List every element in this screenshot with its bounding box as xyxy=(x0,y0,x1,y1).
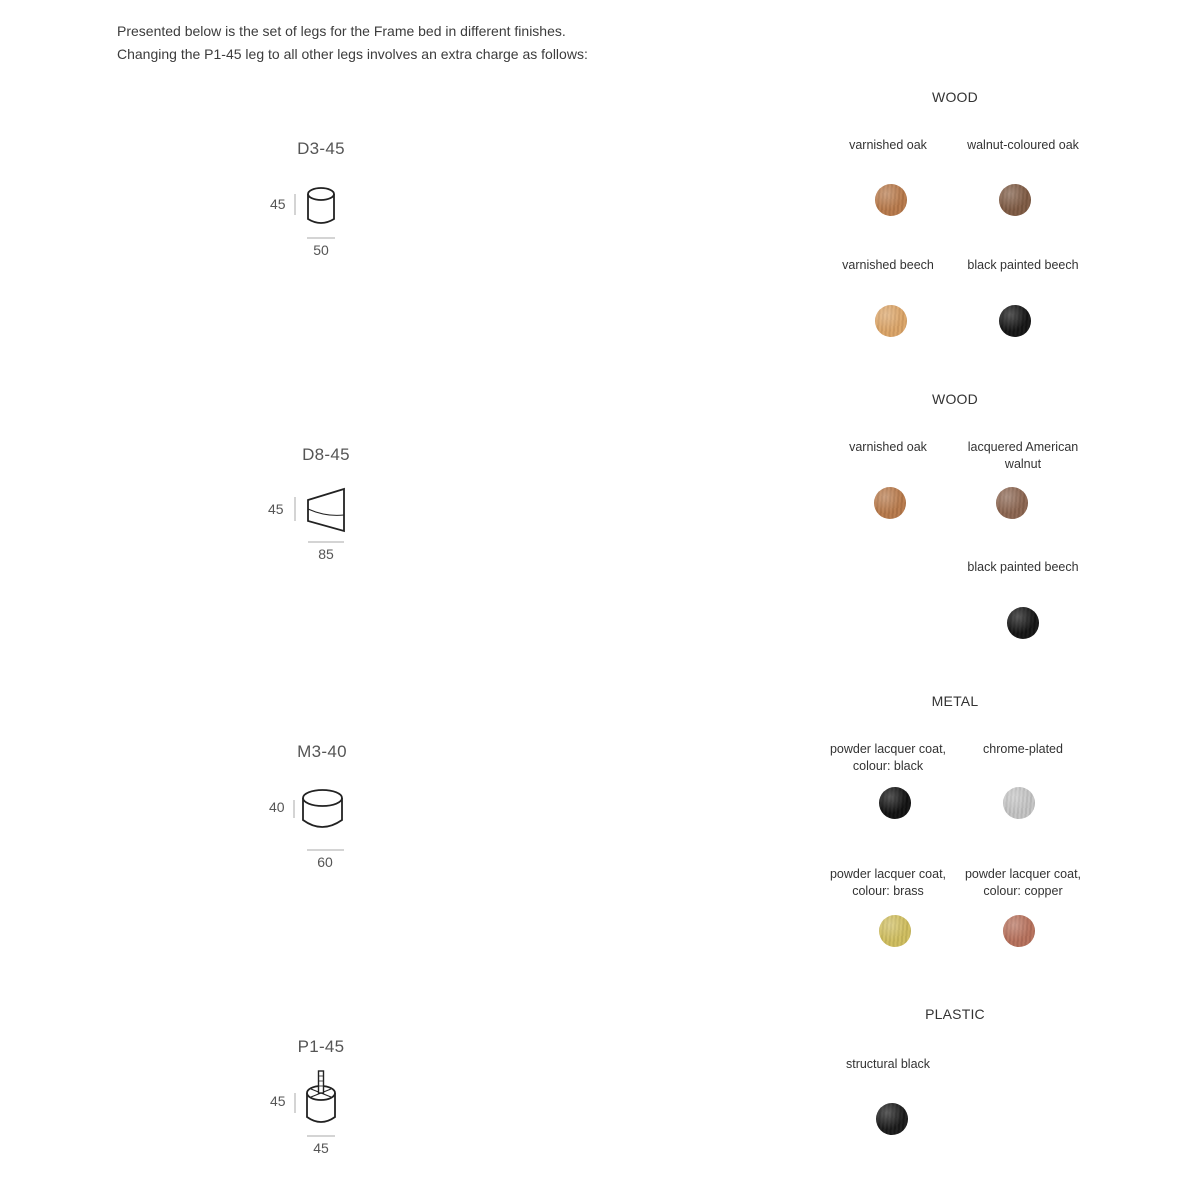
leg-width-value: 45 xyxy=(313,1140,329,1156)
finish-label: varnished oak xyxy=(849,440,927,454)
leg-height-value: 40 xyxy=(269,799,285,815)
finish-label: black painted beech xyxy=(967,258,1079,272)
leg-code: P1-45 xyxy=(297,1037,345,1056)
intro-text xyxy=(117,20,588,66)
leg-width-value: 50 xyxy=(313,242,329,258)
finish-color-dot xyxy=(1003,915,1035,947)
finish-label: powder lacquer coat, colour: black xyxy=(829,742,947,773)
leg-code: D8-45 xyxy=(302,445,350,464)
finish-color-dot xyxy=(996,487,1028,519)
leg-height-value: 45 xyxy=(268,501,284,517)
finish-color-dot xyxy=(875,184,907,216)
finish-label: black painted beech xyxy=(967,560,1079,574)
finish-swatch xyxy=(953,439,1093,473)
finish-swatch xyxy=(818,741,958,775)
category-heading: WOOD xyxy=(932,391,978,407)
finish-swatch xyxy=(818,439,958,473)
finish-color-dot xyxy=(1003,787,1035,819)
finish-color-dot xyxy=(999,305,1031,337)
finish-label: powder lacquer coat, colour: copper xyxy=(964,867,1082,898)
finish-label: lacquered American walnut xyxy=(967,440,1079,471)
finish-label: varnished oak xyxy=(849,138,927,152)
finish-color-dot xyxy=(875,305,907,337)
intro-line-2: Changing the P1-45 leg to all other legs involves an extra charge as follows: xyxy=(117,46,588,62)
leg-height-value: 45 xyxy=(270,196,286,212)
finish-color-dot xyxy=(879,787,911,819)
cylinder-icon xyxy=(221,139,421,279)
finish-label: structural black xyxy=(845,1057,931,1071)
finish-color-dot xyxy=(999,184,1031,216)
finish-swatch xyxy=(953,866,1093,900)
finish-label: chrome-plated xyxy=(983,742,1063,756)
leg-d3-45 xyxy=(221,139,421,279)
finish-swatch xyxy=(953,137,1093,171)
category-heading: METAL xyxy=(931,693,979,709)
category-heading: PLASTIC xyxy=(925,1006,985,1022)
finish-label: varnished beech xyxy=(842,258,934,272)
category-heading: WOOD xyxy=(932,89,978,105)
finish-swatch xyxy=(953,559,1093,593)
leg-code: M3-40 xyxy=(297,742,347,761)
finish-swatch xyxy=(818,137,958,171)
finish-color-dot xyxy=(879,915,911,947)
finish-swatch xyxy=(953,741,1093,775)
leg-width-value: 60 xyxy=(317,854,333,870)
leg-width-value: 85 xyxy=(318,546,334,562)
finish-label: walnut-coloured oak xyxy=(967,138,1079,152)
tapered-leg-icon xyxy=(226,445,426,585)
finish-color-dot xyxy=(874,487,906,519)
intro-line-1: Presented below is the set of legs for the Frame bed in different finishes. xyxy=(117,23,566,39)
finish-swatch xyxy=(818,257,958,291)
finish-color-dot xyxy=(876,1103,908,1135)
threaded-cylinder-icon xyxy=(221,1037,421,1177)
finish-swatch xyxy=(818,1056,958,1090)
leg-height-value: 45 xyxy=(270,1093,286,1109)
finish-swatch xyxy=(818,866,958,900)
finish-label: powder lacquer coat, colour: brass xyxy=(829,867,947,898)
leg-p1-45 xyxy=(221,1037,421,1177)
finish-swatch xyxy=(953,257,1093,291)
leg-code: D3-45 xyxy=(297,139,345,158)
leg-m3-40 xyxy=(222,742,422,882)
leg-d8-45 xyxy=(226,445,426,585)
finish-color-dot xyxy=(1007,607,1039,639)
